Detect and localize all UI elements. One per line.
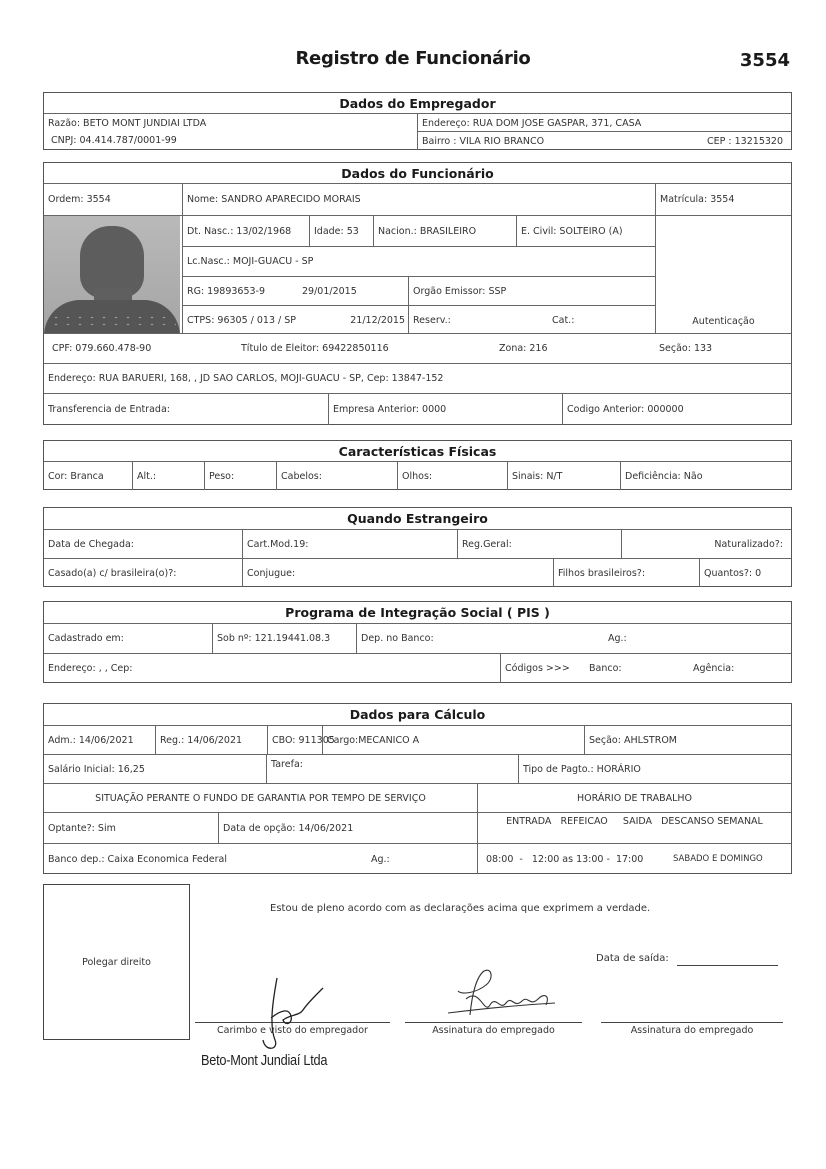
employer-bairro: Bairro : VILA RIO BRANCO xyxy=(422,135,545,147)
employee-zona: Zona: 216 xyxy=(499,343,548,354)
physical-alt: Alt.: xyxy=(132,462,204,490)
foreigner-quantos: Quantos?: 0 xyxy=(699,559,791,587)
physical-deficiencia: Deficiência: Não xyxy=(620,462,791,490)
employee-cat: Cat.: xyxy=(552,314,575,326)
calc-reg: Reg.: 14/06/2021 xyxy=(155,726,267,754)
data-saida-line xyxy=(677,965,778,966)
physical-olhos: Olhos: xyxy=(397,462,507,490)
employee-header: Dados do Funcionário xyxy=(341,165,494,181)
physical-sinais: Sinais: N/T xyxy=(507,462,620,490)
employee-cpf: CPF: 079.660.478-90 xyxy=(52,343,152,354)
employer-cep: CEP : 13215320 xyxy=(707,135,783,147)
employee-estado-civil: E. Civil: SOLTEIRO (A) xyxy=(516,216,655,246)
foreigner-casado: Casado(a) c/ brasileira(o)?: xyxy=(48,567,177,579)
employee-ctps-data: 21/12/2015 xyxy=(350,314,405,326)
calc-horario-header: HORÁRIO DE TRABALHO xyxy=(477,784,791,812)
pis-ag: Ag.: xyxy=(608,633,627,644)
employee-secao: Seção: 133 xyxy=(659,343,713,354)
pis-agencia: Agência: xyxy=(693,663,735,674)
foreigner-cart-mod: Cart.Mod.19: xyxy=(242,530,457,558)
employee-dt-nasc: Dt. Nasc.: 13/02/1968 xyxy=(187,225,292,237)
employee-ctps: CTPS: 96305 / 013 / SP xyxy=(187,314,297,326)
physical-header: Características Físicas xyxy=(338,443,497,459)
calc-tipo-pagto: Tipo de Pagto.: HORÁRIO xyxy=(518,755,791,783)
calc-adm: Adm.: 14/06/2021 xyxy=(48,734,134,746)
employer-signature-icon xyxy=(255,970,345,1055)
calc-secao: Seção: AHLSTROM xyxy=(584,726,791,754)
pis-cadastrado: Cadastrado em: xyxy=(48,633,124,644)
employee-idade: Idade: 53 xyxy=(309,216,373,246)
thumbprint-box: Polegar direito xyxy=(43,884,190,1040)
document-number: 3554 xyxy=(739,50,790,71)
calc-banco-dep: Banco dep.: Caixa Economica Federal xyxy=(48,853,227,865)
employee-section xyxy=(43,162,792,425)
calc-fgts-header: SITUAÇÃO PERANTE O FUNDO DE GARANTIA POR TEMPO DE SERVIÇO xyxy=(95,792,426,804)
employer-razao: Razão: BETO MONT JUNDIAI LTDA xyxy=(48,117,207,129)
foreigner-data-chegada: Data de Chegada: xyxy=(48,538,135,550)
calc-cbo: CBO: 911305 xyxy=(267,726,322,754)
pis-codigos: Códigos >>> xyxy=(500,654,590,683)
employee-ordem: Ordem: 3554 xyxy=(48,194,111,205)
calc-data-opcao: Data de opção: 14/06/2021 xyxy=(218,813,477,843)
declaration-text: Estou de pleno acordo com as declarações acima que exprimem a verdade. xyxy=(270,903,651,914)
foreigner-section xyxy=(43,507,792,587)
employer-header: Dados do Empregador xyxy=(339,95,496,111)
employer-endereco: Endereço: RUA DOM JOSE GASPAR, 371, CASA xyxy=(417,114,791,132)
employee-rg: RG: 19893653-9 xyxy=(187,285,266,297)
foreigner-naturalizado: Naturalizado?: xyxy=(621,530,791,558)
physical-section xyxy=(43,440,792,490)
employee-signature-icon xyxy=(440,965,560,1025)
data-saida-label: Data de saída: xyxy=(596,953,669,964)
employee-reserv: Reserv.: xyxy=(408,306,548,334)
calc-salario: Salário Inicial: 16,25 xyxy=(48,763,145,775)
calc-section xyxy=(43,703,792,874)
calc-cargo: Cargo:MECANICO A xyxy=(322,726,584,754)
pis-dep-banco: Dep. no Banco: xyxy=(356,624,606,653)
employee-signature-label-1: Assinatura do empregado xyxy=(432,1025,555,1036)
employee-nacion: Nacion.: BRASILEIRO xyxy=(373,216,516,246)
foreigner-conjugue: Conjugue: xyxy=(242,559,553,587)
employee-transferencia: Transferencia de Entrada: xyxy=(48,404,170,415)
employee-orgao-emissor: Orgão Emissor: SSP xyxy=(408,277,655,305)
employee-signature-label-2: Assinatura do empregado xyxy=(630,1025,754,1036)
calc-horario-cols: ENTRADA REFEICAO SAIDA DESCANSO SEMANAL xyxy=(477,813,791,843)
calc-header: Dados para Cálculo xyxy=(349,707,486,722)
company-stamp: Beto-Mont Jundiaí Ltda xyxy=(201,1052,328,1069)
pis-endereco: Endereço: , , Cep: xyxy=(48,663,133,674)
employee-rg-data: 29/01/2015 xyxy=(302,285,357,297)
employee-autenticacao: Autenticação xyxy=(655,216,791,333)
pis-header: Programa de Integração Social ( PIS ) xyxy=(285,605,550,620)
pis-sob-n: Sob nº: 121.19441.08.3 xyxy=(212,624,356,653)
employee-matricula: Matrícula: 3554 xyxy=(655,184,791,215)
employee-empresa-anterior: Empresa Anterior: 0000 xyxy=(328,394,562,425)
physical-peso: Peso: xyxy=(204,462,276,490)
employer-cnpj: CNPJ: 04.414.787/0001-99 xyxy=(51,134,177,146)
calc-horario-values: 08:00 - 12:00 as 13:00 - 17:00 xyxy=(477,844,677,874)
employee-photo xyxy=(44,216,180,333)
calc-ag: Ag.: xyxy=(371,853,390,865)
foreigner-filhos: Filhos brasileiros?: xyxy=(553,559,699,587)
physical-cabelos: Cabelos: xyxy=(276,462,397,490)
document-title: Registro de Funcionário xyxy=(295,48,531,69)
employee-titulo-eleitor: Título de Eleitor: 69422850116 xyxy=(241,343,389,354)
employer-section xyxy=(43,92,792,150)
physical-cor: Cor: Branca xyxy=(48,470,104,482)
employer-signature-label: Carimbo e visto do empregador xyxy=(217,1025,368,1036)
employee-codigo-anterior: Codigo Anterior: 000000 xyxy=(562,394,791,425)
employee-lc-nasc: Lc.Nasc.: MOJI-GUACU - SP xyxy=(187,256,314,267)
foreigner-reg-geral: Reg.Geral: xyxy=(457,530,621,558)
pis-section xyxy=(43,601,792,683)
calc-tarefa: Tarefa: xyxy=(266,755,518,783)
foreigner-header: Quando Estrangeiro xyxy=(347,511,488,526)
employee-nome: Nome: SANDRO APARECIDO MORAIS xyxy=(182,184,655,215)
employee-endereco: Endereço: RUA BARUERI, 168, , JD SAO CARLOS, MOJI-GUACU - SP, Cep: 13847-152 xyxy=(48,373,444,384)
calc-descanso: SABADO E DOMINGO xyxy=(673,854,763,864)
employee-signature-line-2 xyxy=(601,1022,783,1023)
pis-banco: Banco: xyxy=(589,663,622,674)
calc-optante: Optante?: Sim xyxy=(48,822,116,834)
